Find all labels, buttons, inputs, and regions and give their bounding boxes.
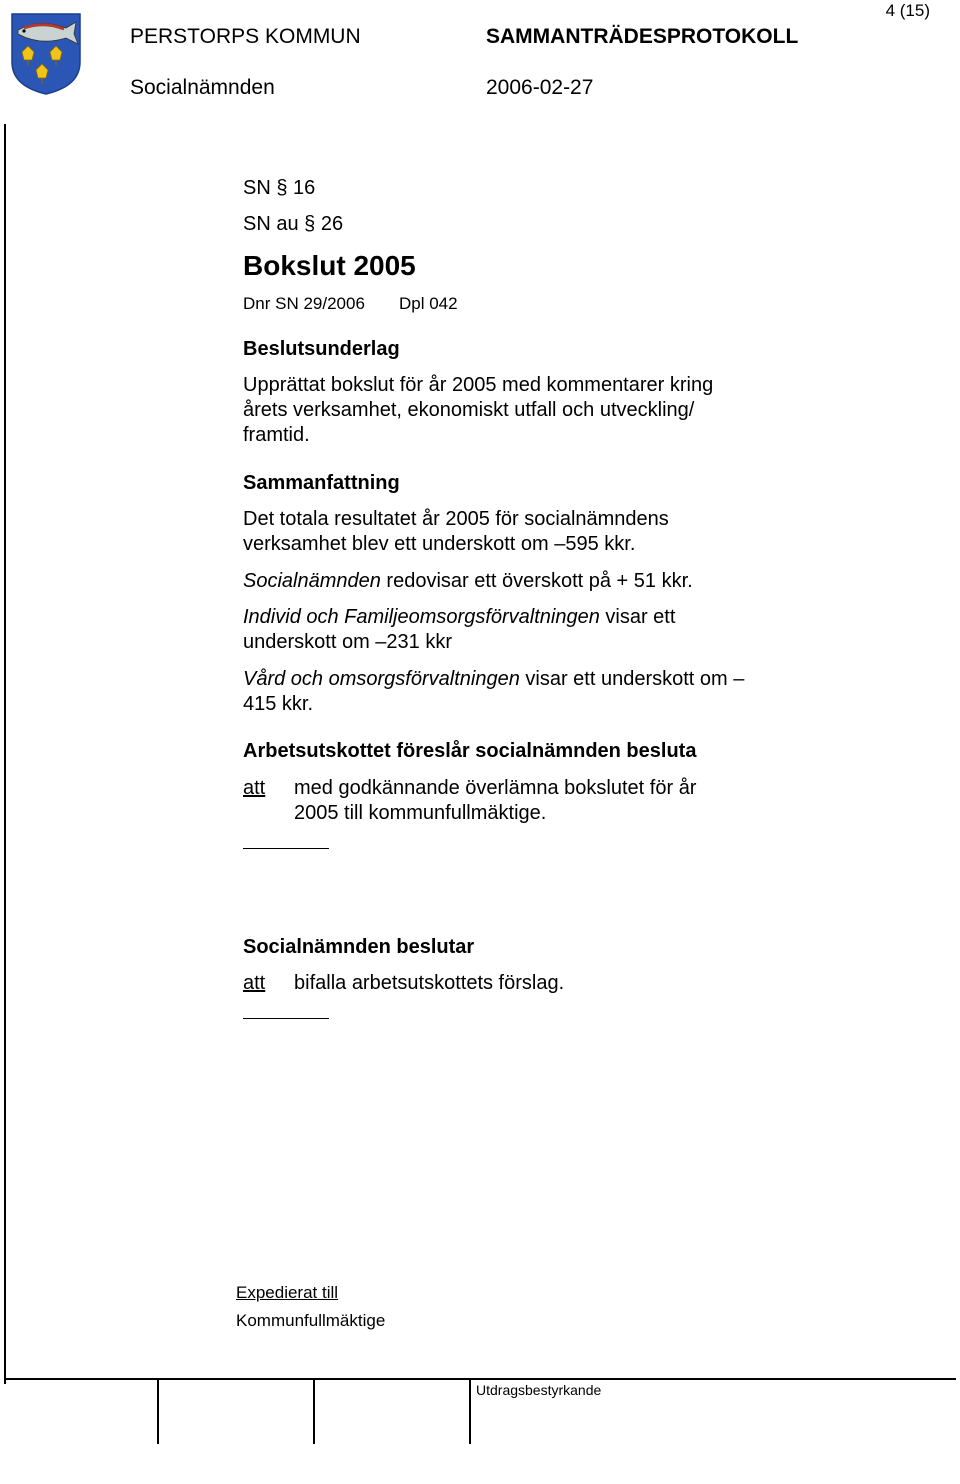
sammanfattning-ifo xyxy=(243,605,743,655)
socialnamnden-result: redovisar ett överskott på + 51 kkr. xyxy=(380,570,693,592)
separator-rule xyxy=(243,1018,329,1019)
org-name-ifo: Individ och Familjeomsorgsförvaltningen xyxy=(243,606,600,628)
au-att-label: att xyxy=(243,777,266,799)
footer-top-rule xyxy=(4,1378,956,1380)
section-number-au xyxy=(243,212,343,237)
left-margin-line xyxy=(4,124,6,1384)
decision-heading: Socialnämnden beslutar xyxy=(243,936,475,958)
dpl-label: Dpl 042 xyxy=(399,294,458,313)
dispatch-recipient: Kommunfullmäktige xyxy=(236,1311,386,1330)
decision-att-label: att xyxy=(243,972,266,994)
beslutsunderlag-text: Upprättat bokslut för år 2005 med kommentarer kring årets verksamhet, ekonomiskt utfall och utveckling/ framtid. xyxy=(243,374,714,446)
dispatch-heading: Expedierat till xyxy=(236,1283,339,1302)
vard-omsorg-result: visar ett underskott om –415 kkr. xyxy=(243,668,745,715)
section-symbol: § xyxy=(304,213,316,235)
beslutsunderlag-heading: Beslutsunderlag xyxy=(243,338,400,360)
au-proposal-heading: Arbetsutskottet föreslår socialnämnden besluta xyxy=(243,740,697,762)
au-att-text: med godkännande överlämna bokslutet för år 2005 till kommunfullmäktige. xyxy=(294,777,697,824)
footer-cell-divider xyxy=(313,1380,315,1444)
sn-prefix: SN xyxy=(243,177,271,199)
sammanfattning-vard-omsorg xyxy=(243,667,748,717)
municipal-coat-of-arms-icon xyxy=(10,12,82,96)
footer-cell-divider xyxy=(157,1380,159,1444)
separator-rule xyxy=(243,848,329,849)
au-prefix: SN au xyxy=(243,213,299,235)
sammanfattning-socialnamnden xyxy=(243,569,753,594)
sammanfattning-heading: Sammanfattning xyxy=(243,472,400,494)
au-number: 26 xyxy=(320,213,344,235)
section-symbol: § xyxy=(276,177,288,199)
sn-number: 16 xyxy=(293,177,316,199)
decision-att-text: bifalla arbetsutskottets förslag. xyxy=(294,972,565,994)
section-number-sn xyxy=(243,176,315,201)
committee-name: Socialnämnden xyxy=(130,76,275,99)
meeting-date: 2006-02-27 xyxy=(486,76,594,99)
section-title: Bokslut 2005 xyxy=(243,250,416,281)
dnr-label: Dnr SN 29/2006 xyxy=(243,294,365,313)
ifo-result: visar ett underskott om –231 kkr xyxy=(243,606,676,653)
municipality-name: PERSTORPS KOMMUN xyxy=(130,25,361,48)
sammanfattning-total: Det totala resultatet år 2005 för socialnämndens verksamhet blev ett underskott om –595 kkr. xyxy=(243,508,669,555)
certifier-label: Utdragsbestyrkande xyxy=(476,1382,602,1398)
org-name-socialnamnden: Socialnämnden xyxy=(243,570,381,592)
page-number: 4 (15) xyxy=(885,1,930,20)
org-name-vard-omsorg: Vård och omsorgsförvaltningen xyxy=(243,668,520,690)
footer-cell-divider xyxy=(469,1380,471,1444)
document-type: SAMMANTRÄDESPROTOKOLL xyxy=(486,25,799,48)
